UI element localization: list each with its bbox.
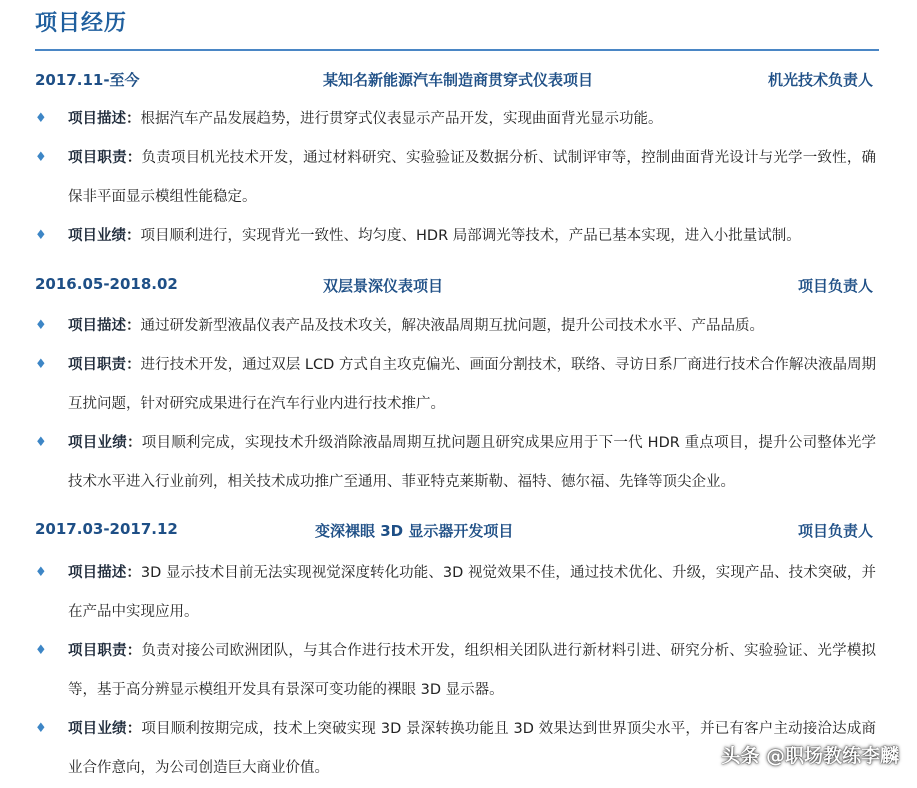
item-text: 项目顺利进行，实现背光一致性、均匀度、HDR 局部调光等技术，产品已基本实现，进入小批量试制。: [140, 228, 801, 244]
item-label: 项目描述: [68, 565, 127, 581]
item-text: 通过研发新型液晶仪表产品及技术攻关，解决液晶周期互扰问题，提升公司技术水平、产品品质。: [140, 318, 764, 334]
bullet-diamond-icon: ♦: [35, 357, 47, 372]
item-label: 项目描述: [68, 111, 126, 127]
bullet-diamond-icon: ♦: [35, 150, 47, 165]
project-role: 项目负责人: [797, 522, 873, 540]
project-role: 机光技术负责人: [767, 71, 873, 89]
project-item: 项目职责：负责对接公司欧洲团队，与其合作进行技术开发，组织相关团队进行新材料引进、研究分析、实验验证、光学模拟等，基于高分辨显示模组开发具有景深可变功能的裸眼 3D 显示器。: [68, 643, 877, 698]
item-text: 项目顺利完成，实现技术升级消除液晶周期互扰问题且研究成果应用于下一代 HDR 重点项目，提升公司整体光学技术水平进入行业前列，相关技术成功推广至通用、菲亚特克莱斯勒、福特、德尔福、先锋等顶尖企业。: [68, 435, 877, 490]
item-text: 负责项目机光技术开发，通过材料研究、实验验证及数据分析、试制评审等，控制曲面背光设计与光学一致性，确保非平面显示模组性能稳定。: [68, 150, 877, 205]
bullet-diamond-icon: ♦: [35, 228, 47, 243]
project-item: 项目描述：通过研发新型液晶仪表产品及技术攻关，解决液晶周期互扰问题，提升公司技术水平、产品品质。: [68, 318, 764, 334]
project-header: [35, 520, 873, 544]
project-role: 项目负责人: [797, 277, 873, 295]
project-item: 项目描述：3D 显示技术目前无法实现视觉深度转化功能、3D 视觉效果不佳，通过技术优化、升级，实现产品、技术突破，并在产品中实现应用。: [68, 565, 877, 620]
item-text: 进行技术开发，通过双层 LCD 方式自主攻克偏光、画面分割技术，联络、寻访日系厂商进行技术合作解决液晶周期互扰问题，针对研究成果进行在汽车行业内进行技术推广。: [68, 357, 877, 412]
item-text: 3D 显示技术目前无法实现视觉深度转化功能、3D 视觉效果不佳，通过技术优化、升级，实现产品、技术突破，并在产品中实现应用。: [68, 565, 877, 620]
item-label: 项目业绩: [68, 228, 126, 244]
project-date: 2016.05-2018.02: [35, 275, 178, 293]
item-label: 项目业绩: [68, 721, 127, 737]
project-name: 变深裸眼 3D 显示器开发项目: [315, 522, 514, 540]
project-name: 某知名新能源汽车制造商贯穿式仪表项目: [323, 71, 594, 89]
item-text: 根据汽车产品发展趋势，进行贯穿式仪表显示产品开发，实现曲面背光显示功能。: [140, 111, 663, 127]
item-text: 项目顺利按期完成，技术上突破实现 3D 景深转换功能且 3D 效果达到世界顶尖水平，并已有客户主动接洽达成商业合作意向，为公司创造巨大商业价值。: [68, 721, 876, 776]
project-item: 项目业绩：项目顺利进行，实现背光一致性、均匀度、HDR 局部调光等技术，产品已基本实现，进入小批量试制。: [68, 228, 801, 244]
watermark: 头条 @职场教练李麟: [721, 745, 899, 767]
item-label: 项目职责: [68, 357, 127, 373]
project-date: 2017.03-2017.12: [35, 520, 178, 538]
project-item: 项目业绩：项目顺利完成，实现技术升级消除液晶周期互扰问题且研究成果应用于下一代 HDR 重点项目，提升公司整体光学技术水平进入行业前列，相关技术成功推广至通用、菲亚特克莱斯勒、福特、德尔福、先锋等顶尖企业。: [68, 435, 877, 490]
project-item: 项目职责：负责项目机光技术开发，通过材料研究、实验验证及数据分析、试制评审等，控制曲面背光设计与光学一致性，确保非平面显示模组性能稳定。: [68, 150, 877, 205]
bullet-diamond-icon: ♦: [35, 565, 47, 580]
project-item: 项目职责：进行技术开发，通过双层 LCD 方式自主攻克偏光、画面分割技术，联络、寻访日系厂商进行技术合作解决液晶周期互扰问题，针对研究成果进行在汽车行业内进行技术推广。: [68, 357, 877, 412]
bullet-diamond-icon: ♦: [35, 643, 47, 658]
project-item: 项目描述：根据汽车产品发展趋势，进行贯穿式仪表显示产品开发，实现曲面背光显示功能。: [68, 111, 663, 127]
bullet-diamond-icon: ♦: [35, 318, 47, 333]
project-header: [35, 275, 873, 299]
project-name: 双层景深仪表项目: [323, 277, 444, 295]
item-label: 项目业绩: [68, 435, 127, 451]
project-date: 2017.11-至今: [35, 71, 140, 89]
section-title: 项目经历: [35, 11, 128, 36]
item-text: 负责对接公司欧洲团队，与其合作进行技术开发，组织相关团队进行新材料引进、研究分析、实验验证、光学模拟等，基于高分辨显示模组开发具有景深可变功能的裸眼 3D 显示器。: [68, 643, 877, 698]
item-label: 项目描述: [68, 318, 126, 334]
project-header: [35, 69, 873, 93]
bullet-diamond-icon: ♦: [35, 435, 47, 450]
section-divider: [35, 49, 879, 51]
bullet-diamond-icon: ♦: [35, 111, 47, 126]
item-label: 项目职责: [68, 643, 127, 659]
item-label: 项目职责: [68, 150, 127, 166]
project-item: 项目业绩：项目顺利按期完成，技术上突破实现 3D 景深转换功能且 3D 效果达到世界顶尖水平，并已有客户主动接洽达成商业合作意向，为公司创造巨大商业价值。: [68, 721, 876, 776]
bullet-diamond-icon: ♦: [35, 721, 47, 736]
